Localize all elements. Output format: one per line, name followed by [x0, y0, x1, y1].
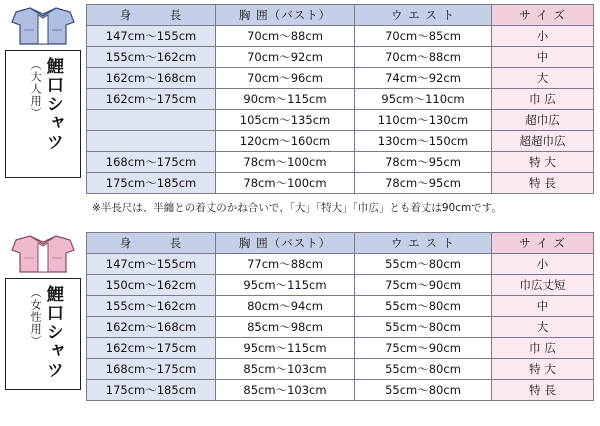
adult-vertical-label — [5, 50, 81, 178]
adult-table-column — [86, 4, 600, 194]
cell-height: 162cm〜175cm — [87, 89, 216, 110]
cell-height — [87, 131, 216, 152]
cell-bust: 77cm〜88cm — [216, 254, 355, 275]
cell-bust: 85cm〜98cm — [216, 317, 355, 338]
women-label-sub: （女性用） — [29, 287, 43, 347]
adult-table-note: ※半長尺は、半纏との着丈のかね合いで、「大」「特大」「巾広」とも着丈は90cmです。 — [92, 202, 502, 214]
cell-waist: 130cm〜150cm — [355, 131, 492, 152]
header-height: 身 長 — [87, 233, 216, 254]
women-size-table — [86, 232, 594, 401]
cell-bust: 70cm〜96cm — [216, 68, 355, 89]
women-table-column — [86, 232, 600, 401]
table-row — [87, 380, 594, 401]
cell-bust: 70cm〜88cm — [216, 26, 355, 47]
cell-waist: 55cm〜80cm — [355, 254, 492, 275]
table-row — [87, 89, 594, 110]
cell-height: 162cm〜168cm — [87, 317, 216, 338]
cell-waist: 55cm〜80cm — [355, 317, 492, 338]
cell-waist: 78cm〜95cm — [355, 173, 492, 194]
table-row — [87, 275, 594, 296]
women-vertical-label — [5, 278, 81, 390]
cell-height: 155cm〜162cm — [87, 296, 216, 317]
cell-waist: 55cm〜80cm — [355, 296, 492, 317]
cell-size: 巾 広 — [492, 338, 594, 359]
cell-size: 小 — [492, 254, 594, 275]
table-row — [87, 152, 594, 173]
cell-size: 中 — [492, 296, 594, 317]
cell-height: 162cm〜175cm — [87, 338, 216, 359]
cell-bust: 70cm〜92cm — [216, 47, 355, 68]
cell-waist: 75cm〜90cm — [355, 338, 492, 359]
cell-waist: 70cm〜88cm — [355, 47, 492, 68]
header-bust: 胸 囲（バスト） — [216, 5, 355, 26]
happi-coat-pink-icon — [6, 234, 80, 274]
cell-height — [87, 110, 216, 131]
cell-height: 155cm〜162cm — [87, 47, 216, 68]
table-row — [87, 254, 594, 275]
cell-bust: 90cm〜115cm — [216, 89, 355, 110]
header-waist: ウ エ ス ト — [355, 233, 492, 254]
cell-waist: 95cm〜110cm — [355, 89, 492, 110]
cell-bust: 95cm〜115cm — [216, 338, 355, 359]
cell-height: 147cm〜155cm — [87, 254, 216, 275]
adult-label-column — [0, 4, 86, 178]
cell-bust: 85cm〜103cm — [216, 359, 355, 380]
women-label-main: 鯉口シャツ — [42, 285, 63, 380]
cell-bust: 95cm〜115cm — [216, 275, 355, 296]
table-header-row — [87, 233, 594, 254]
cell-bust: 120cm〜160cm — [216, 131, 355, 152]
cell-size: 特 長 — [492, 173, 594, 194]
cell-size: 巾広丈短 — [492, 275, 594, 296]
cell-bust: 80cm〜94cm — [216, 296, 355, 317]
cell-bust: 105cm〜135cm — [216, 110, 355, 131]
header-size: サ イ ズ — [492, 5, 594, 26]
cell-height: 147cm〜155cm — [87, 26, 216, 47]
cell-height: 175cm〜185cm — [87, 173, 216, 194]
cell-size: 小 — [492, 26, 594, 47]
header-size: サ イ ズ — [492, 233, 594, 254]
cell-size: 超巾広 — [492, 110, 594, 131]
header-bust: 胸 囲（バスト） — [216, 233, 355, 254]
cell-waist: 55cm〜80cm — [355, 380, 492, 401]
cell-size: 超超巾広 — [492, 131, 594, 152]
cell-size: 特 長 — [492, 380, 594, 401]
cell-height: 168cm〜175cm — [87, 359, 216, 380]
adult-label-main: 鯉口シャツ — [42, 57, 63, 152]
header-height: 身 長 — [87, 5, 216, 26]
cell-bust: 85cm〜103cm — [216, 380, 355, 401]
cell-waist: 78cm〜95cm — [355, 152, 492, 173]
header-waist: ウ エ ス ト — [355, 5, 492, 26]
table-row — [87, 47, 594, 68]
table-row — [87, 68, 594, 89]
cell-bust: 78cm〜100cm — [216, 173, 355, 194]
size-block-women — [0, 232, 600, 401]
cell-waist: 70cm〜85cm — [355, 26, 492, 47]
women-label-column — [0, 232, 86, 390]
cell-waist: 74cm〜92cm — [355, 68, 492, 89]
cell-size: 特 大 — [492, 359, 594, 380]
table-row — [87, 26, 594, 47]
cell-height: 175cm〜185cm — [87, 380, 216, 401]
cell-waist: 55cm〜80cm — [355, 359, 492, 380]
table-row — [87, 338, 594, 359]
table-row — [87, 296, 594, 317]
table-row — [87, 317, 594, 338]
table-row — [87, 359, 594, 380]
table-row — [87, 110, 594, 131]
cell-size: 中 — [492, 47, 594, 68]
cell-size: 特 大 — [492, 152, 594, 173]
table-header-row — [87, 5, 594, 26]
happi-coat-blue-icon — [6, 6, 80, 46]
cell-size: 大 — [492, 68, 594, 89]
adult-size-table — [86, 4, 594, 194]
cell-height: 162cm〜168cm — [87, 68, 216, 89]
adult-label-sub: （大人用） — [29, 59, 43, 119]
cell-waist: 110cm〜130cm — [355, 110, 492, 131]
cell-waist: 75cm〜90cm — [355, 275, 492, 296]
cell-size: 大 — [492, 317, 594, 338]
size-block-adult — [0, 4, 600, 215]
table-row — [87, 131, 594, 152]
table-row — [87, 173, 594, 194]
cell-size: 巾 広 — [492, 89, 594, 110]
cell-bust: 78cm〜100cm — [216, 152, 355, 173]
cell-height: 150cm〜162cm — [87, 275, 216, 296]
cell-height: 168cm〜175cm — [87, 152, 216, 173]
